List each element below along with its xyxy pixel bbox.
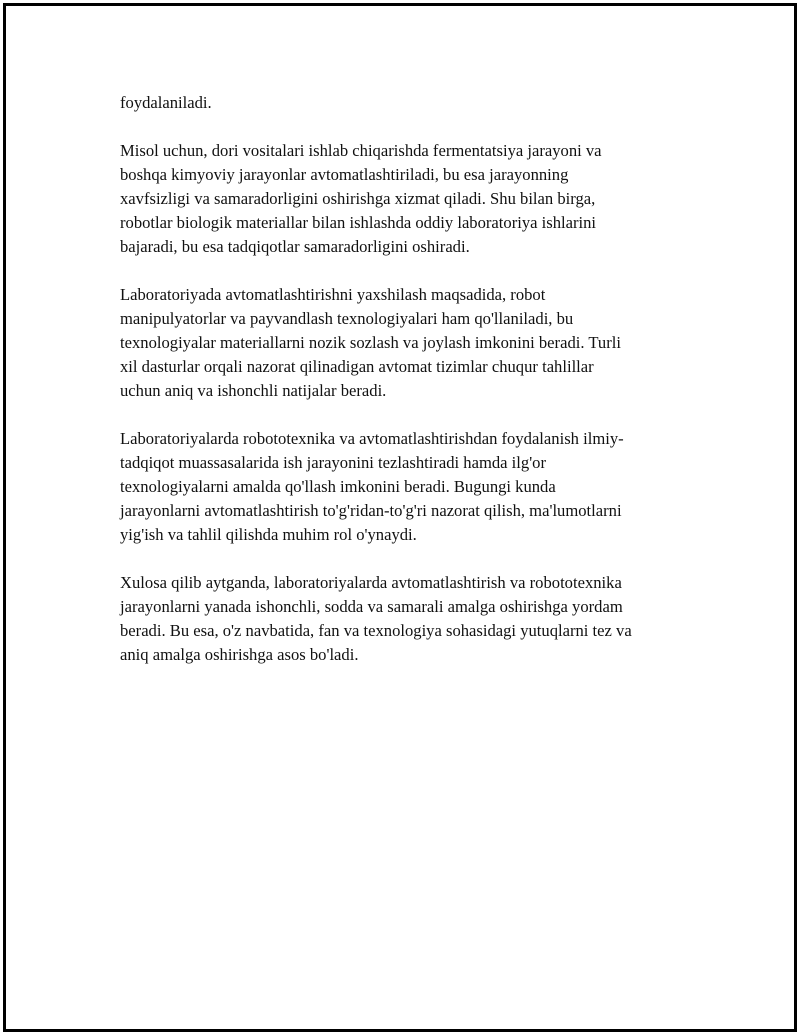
text-line: foydalaniladi. [120, 93, 212, 112]
paragraph-3 [120, 283, 692, 403]
text-line: xavfsizligi va samaradorligini oshirishga xizmat qiladi. Shu bilan birga, [120, 189, 596, 208]
text-line: manipulyatorlar va payvandlash texnologiyalari ham qo'llaniladi, bu [120, 309, 574, 328]
text-line: boshqa kimyoviy jarayonlar avtomatlashtiriladi, bu esa jarayonning [120, 165, 569, 184]
text-line: aniq amalga oshirishga asos bo'ladi. [120, 645, 359, 664]
document-body [120, 91, 692, 691]
text-line: texnologiyalarni amalda qo'llash imkonini beradi. Bugungi kunda [120, 477, 556, 496]
text-line: Xulosa qilib aytganda, laboratoriyalarda avtomatlashtirish va robototexnika [120, 573, 622, 592]
text-line: tadqiqot muassasalarida ish jarayonini tezlashtiradi hamda ilg'or [120, 453, 547, 472]
paragraph-4 [120, 427, 692, 547]
text-line: xil dasturlar orqali nazorat qilinadigan avtomat tizimlar chuqur tahlillar [120, 357, 594, 376]
text-line: beradi. Bu esa, o'z navbatida, fan va texnologiya sohasidagi yutuqlarni tez va [120, 621, 632, 640]
document-page [3, 3, 797, 1032]
text-line: yig'ish va tahlil qilishda muhim rol o'ynaydi. [120, 525, 417, 544]
text-line: jarayonlarni avtomatlashtirish to'g'ridan-to'g'ri nazorat qilish, ma'lumotlarni [120, 501, 622, 520]
text-line: uchun aniq va ishonchli natijalar beradi. [120, 381, 387, 400]
text-line: Laboratoriyada avtomatlashtirishni yaxshilash maqsadida, robot [120, 285, 546, 304]
text-line: bajaradi, bu esa tadqiqotlar samaradorligini oshiradi. [120, 237, 470, 256]
paragraph-1 [120, 91, 692, 115]
text-line: texnologiyalar materiallarni nozik sozlash va joylash imkonini beradi. Turli [120, 333, 621, 352]
text-line: Misol uchun, dori vositalari ishlab chiqarishda fermentatsiya jarayoni va [120, 141, 602, 160]
text-line: jarayonlarni yanada ishonchli, sodda va samarali amalga oshirishga yordam [120, 597, 623, 616]
paragraph-2 [120, 139, 692, 259]
paragraph-5 [120, 571, 692, 667]
text-line: Laboratoriyalarda robototexnika va avtomatlashtirishdan foydalanish ilmiy- [120, 429, 624, 448]
text-line: robotlar biologik materiallar bilan ishlashda oddiy laboratoriya ishlarini [120, 213, 597, 232]
